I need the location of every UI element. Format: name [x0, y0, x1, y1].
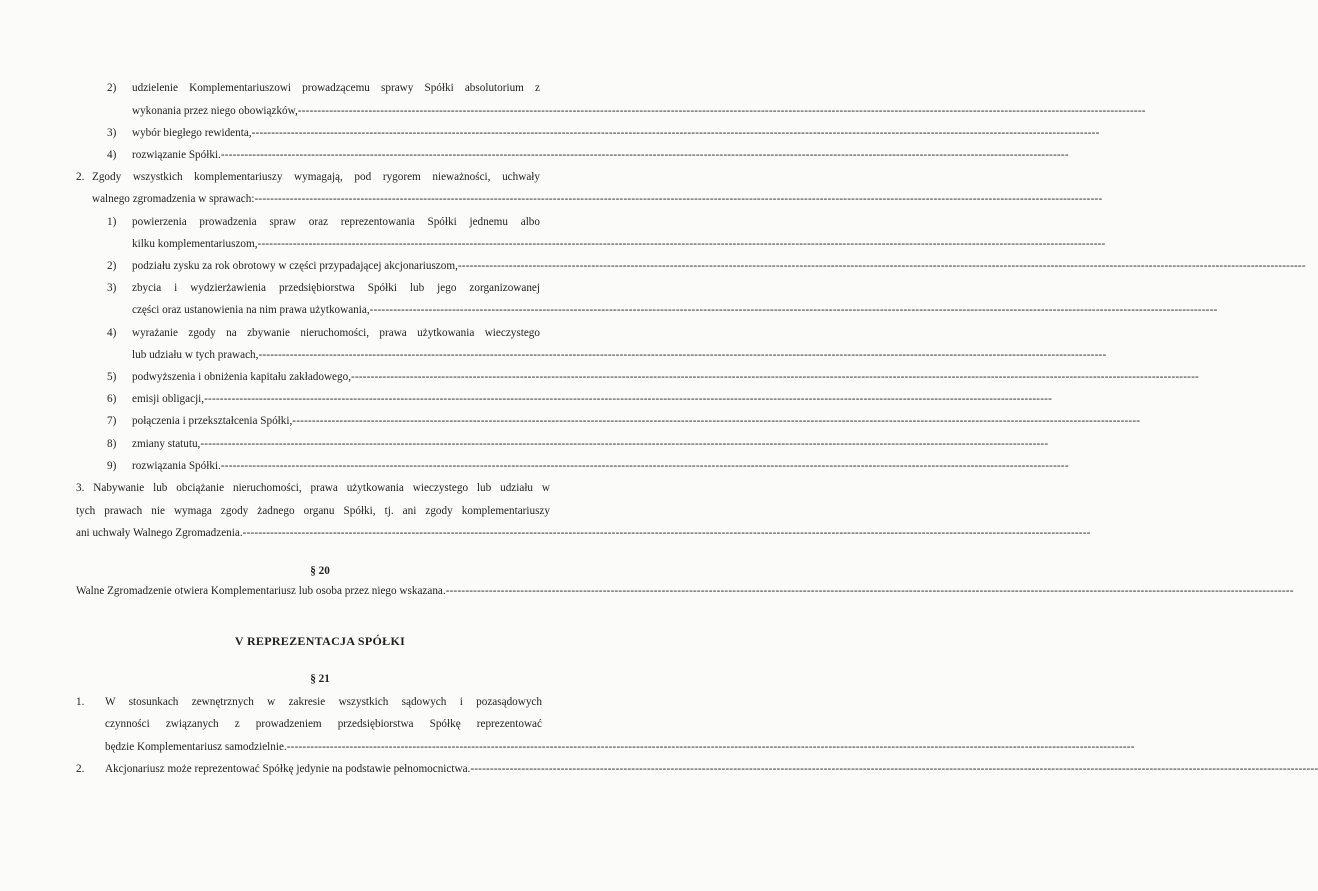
list-item-text: zbycia i wydzierżawienia przedsiębiorstwa Spółki lub jego zorganizowanej — [132, 282, 540, 294]
paragraph-text: będzie Komplementariusz samodzielnie. — [105, 741, 287, 753]
list-number: 2) — [107, 82, 117, 94]
list-item-continuation — [132, 104, 1146, 118]
section-21-heading: § 21 — [310, 673, 330, 685]
chapter-title: V REPREZENTACJA SPÓŁKI — [234, 634, 406, 648]
paragraph-number: 1. — [76, 696, 85, 708]
paragraph-line — [105, 717, 542, 731]
dash-filler: ------------------------------------------------------------------------------------------------------------------------------------------------------------------------------------------------------------------------ — [220, 149, 1069, 161]
list-item-text: połączenia i przekształcenia Spółki, — [132, 415, 293, 427]
paragraph-text: czynności związanych z prowadzeniem przedsiębiorstwa Spółkę reprezentować — [105, 718, 542, 730]
list-item — [132, 392, 1053, 406]
dash-filler: ------------------------------------------------------------------------------------------------------------------------------------------------------------------------------------------------------------------------ — [242, 527, 1091, 539]
paragraph-number: 2. — [76, 763, 85, 775]
list-item-text: rozwiązanie Spółki. — [132, 149, 221, 161]
list-number: 1) — [107, 216, 117, 228]
paragraph-line — [92, 192, 1103, 206]
list-item-text: wybór biegłego rewidenta, — [132, 127, 252, 139]
dash-filler: ------------------------------------------------------------------------------------------------------------------------------------------------------------------------------------------------------------------------ — [204, 393, 1053, 405]
paragraph-line — [105, 762, 1318, 776]
list-item — [132, 81, 540, 95]
dash-filler: ------------------------------------------------------------------------------------------------------------------------------------------------------------------------------------------------------------------------ — [470, 763, 1318, 775]
list-number: 9) — [107, 460, 117, 472]
list-item — [132, 326, 540, 340]
list-item — [132, 459, 1069, 473]
dash-filler: ------------------------------------------------------------------------------------------------------------------------------------------------------------------------------------------------------------------------ — [258, 349, 1107, 361]
paragraph-text: W stosunkach zewnętrznych w zakresie wszystkich sądowych i pozasądowych — [105, 696, 542, 708]
list-item-continuation — [132, 237, 1106, 251]
list-item-text: wyrażanie zgody na zbywanie nieruchomości, prawa użytkowania wieczystego — [132, 327, 540, 339]
dash-filler: ------------------------------------------------------------------------------------------------------------------------------------------------------------------------------------------------------------------------ — [297, 105, 1146, 117]
list-number: 6) — [107, 393, 117, 405]
list-item-text: części oraz ustanowienia na nim prawa użytkowania, — [132, 304, 370, 316]
paragraph-line — [92, 170, 540, 184]
dash-filler: ------------------------------------------------------------------------------------------------------------------------------------------------------------------------------------------------------------------------ — [257, 238, 1106, 250]
list-item — [132, 370, 1199, 384]
list-number: 5) — [107, 371, 117, 383]
list-item — [132, 437, 1049, 451]
list-item — [132, 281, 540, 295]
dash-filler: ------------------------------------------------------------------------------------------------------------------------------------------------------------------------------------------------------------------------ — [445, 585, 1294, 597]
dash-filler: ------------------------------------------------------------------------------------------------------------------------------------------------------------------------------------------------------------------------ — [286, 741, 1135, 753]
list-item — [132, 414, 1141, 428]
section-20-text: Walne Zgromadzenie otwiera Komplementariusz lub osoba przez niego wskazana. — [76, 585, 446, 597]
paragraph-line — [76, 481, 550, 495]
dash-filler: ------------------------------------------------------------------------------------------------------------------------------------------------------------------------------------------------------------------------ — [457, 260, 1306, 272]
list-item-text: rozwiązania Spółki. — [132, 460, 221, 472]
list-item — [132, 148, 1069, 162]
dash-filler: ------------------------------------------------------------------------------------------------------------------------------------------------------------------------------------------------------------------------ — [200, 438, 1049, 450]
list-number: 3) — [107, 127, 117, 139]
paragraph-line — [76, 504, 550, 518]
list-number: 7) — [107, 415, 117, 427]
list-item-text: emisji obligacji, — [132, 393, 205, 405]
paragraph-text: walnego zgromadzenia w sprawach: — [92, 193, 255, 205]
list-item-continuation — [132, 348, 1107, 362]
list-item-text: udzielenie Komplementariuszowi prowadzącemu sprawy Spółki absolutorium z — [132, 82, 540, 94]
dash-filler: ------------------------------------------------------------------------------------------------------------------------------------------------------------------------------------------------------------------------ — [292, 415, 1141, 427]
dash-filler: ------------------------------------------------------------------------------------------------------------------------------------------------------------------------------------------------------------------------ — [369, 304, 1218, 316]
list-number: 8) — [107, 438, 117, 450]
paragraph-line — [105, 695, 542, 709]
list-item-continuation — [132, 303, 1218, 317]
list-number: 2) — [107, 260, 117, 272]
paragraph-line — [76, 526, 1091, 540]
list-item-text: podziału zysku za rok obrotowy w części przypadającej akcjonariuszom, — [132, 260, 458, 272]
list-item-text: podwyższenia i obniżenia kapitału zakładowego, — [132, 371, 352, 383]
paragraph-text: ani uchwały Walnego Zgromadzenia. — [76, 527, 243, 539]
section-20-heading: § 20 — [310, 565, 330, 577]
list-item — [132, 215, 540, 229]
list-item-text: powierzenia prowadzenia spraw oraz reprezentowania Spółki jednemu albo — [132, 216, 540, 228]
list-number: 4) — [107, 149, 117, 161]
list-item-text: kilku komplementariuszom, — [132, 238, 258, 250]
list-item — [132, 126, 1100, 140]
paragraph-text: 3. Nabywanie lub obciążanie nieruchomości, prawa użytkowania wieczystego lub udziału w — [76, 482, 550, 494]
paragraph-text: Akcjonariusz może reprezentować Spółkę jedynie na podstawie pełnomocnictwa. — [105, 763, 471, 775]
list-item-text: lub udziału w tych prawach, — [132, 349, 259, 361]
paragraph-text: Zgody wszystkich komplementariuszy wymagają, pod rygorem nieważności, uchwały — [92, 171, 540, 183]
dash-filler: ------------------------------------------------------------------------------------------------------------------------------------------------------------------------------------------------------------------------ — [351, 371, 1199, 383]
section-20-text-line — [76, 584, 1294, 598]
list-item — [132, 259, 1306, 273]
dash-filler: ------------------------------------------------------------------------------------------------------------------------------------------------------------------------------------------------------------------------ — [251, 127, 1100, 139]
paragraph-line — [105, 740, 1135, 754]
dash-filler: ------------------------------------------------------------------------------------------------------------------------------------------------------------------------------------------------------------------------ — [254, 193, 1103, 205]
list-item-text: wykonania przez niego obowiązków, — [132, 105, 298, 117]
dash-filler: ------------------------------------------------------------------------------------------------------------------------------------------------------------------------------------------------------------------------ — [220, 460, 1069, 472]
paragraph-text: tych prawach nie wymaga zgody żadnego organu Spółki, tj. ani zgody komplementariuszy — [76, 505, 550, 517]
list-number: 3) — [107, 282, 117, 294]
paragraph-number: 2. — [76, 171, 85, 183]
list-number: 4) — [107, 327, 117, 339]
list-item-text: zmiany statutu, — [132, 438, 201, 450]
